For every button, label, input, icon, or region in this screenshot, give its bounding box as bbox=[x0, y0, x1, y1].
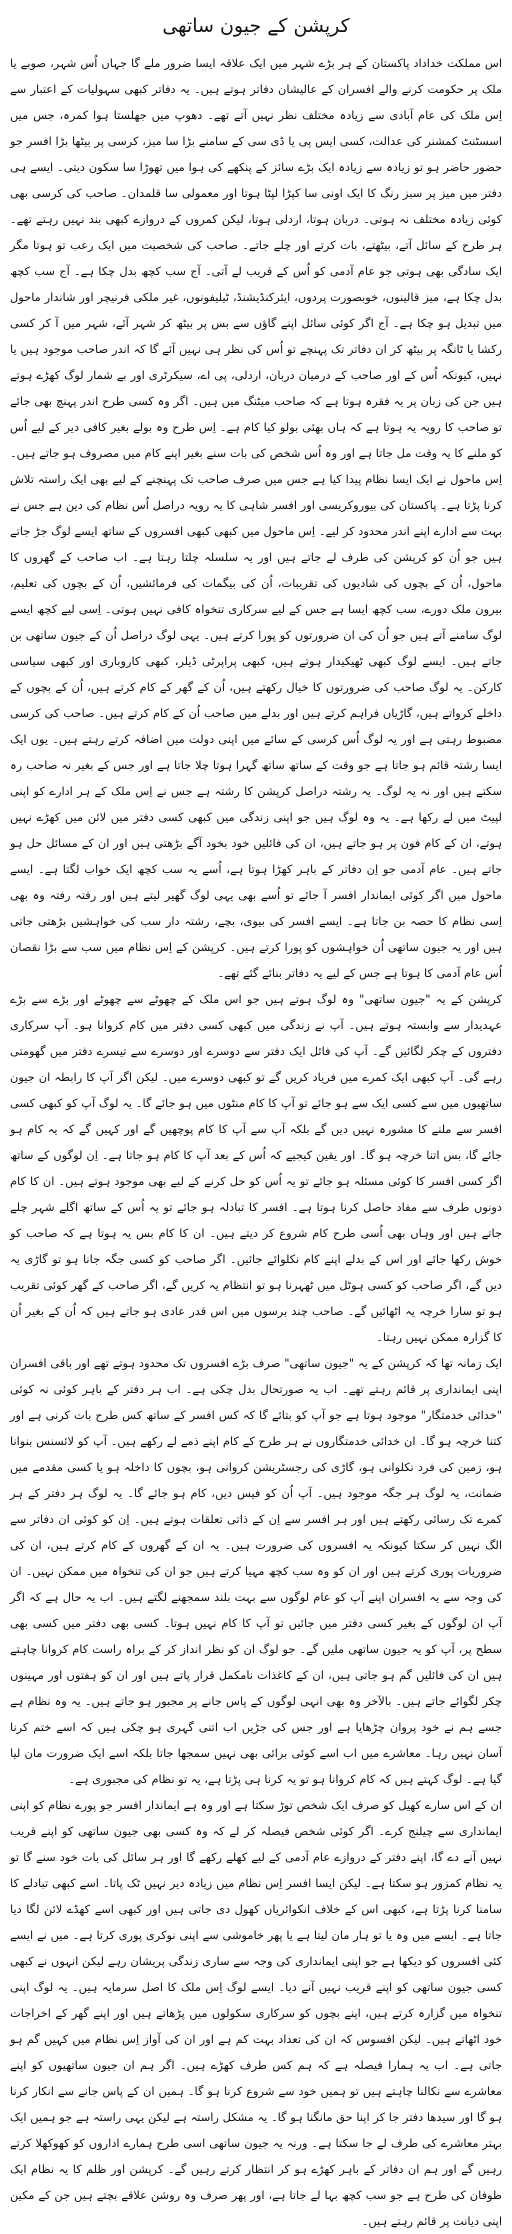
article-body bbox=[10, 50, 502, 2234]
article-paragraph-4: ان کے اس سارے کھیل کو صرف ایک شخص توڑ سکتا ہے اور وہ ہے ایماندار افسر جو پورے نظام کو اپنی ایمانداری سے چیلنج کرے۔ اگر کوئی شخص فیصلہ کر لے کہ وہ کسی بھی جیون ساتھی کو اپنے قریب نہیں آنے دے گا، اپنے دفتر کے دروازے عام آدمی کے لیے کھلے رکھے گا اور ہر سائل کی بات خود سنے گا تو یہ نظام کمزور ہو سکتا ہے۔ لیکن ایسا افسر اِس نظام میں زیادہ دیر نہیں ٹک پاتا۔ اسے کبھی تبادلے کا سامنا کرنا پڑتا ہے، کبھی اس کے خلاف انکوائریاں کھول دی جاتی ہیں اور کبھی اسے کھڈے لائن لگا دیا جاتا ہے۔ ایسے میں وہ یا تو ہار مان لیتا ہے یا پھر خاموشی سے اپنی نوکری پوری کرتا ہے۔ میں نے ایسے کئی افسروں کو دیکھا ہے جو اپنی ایمانداری کی وجہ سے ساری زندگی پریشان رہے لیکن انہوں نے کبھی کسی جیون ساتھی کو اپنے قریب نہیں آنے دیا۔ ایسے لوگ اِس ملک کا اصل سرمایہ ہیں۔ یہ لوگ اپنی تنخواہ میں گزارہ کرتے ہیں، اپنے بچوں کو سرکاری سکولوں میں پڑھاتے ہیں اور اپنے گھر کے اخراجات خود اٹھاتے ہیں۔ لیکن افسوس کہ ان کی تعداد بہت کم ہے اور ان کی آواز اِس نظام میں کہیں گم ہو جاتی ہے۔ اب یہ ہمارا فیصلہ ہے کہ ہم کس طرف کھڑے ہیں۔ اگر ہم ان جیون ساتھیوں کو اپنے معاشرے سے نکالنا چاہتے ہیں تو ہمیں خود سے شروع کرنا ہو گا۔ ہمیں ان کے پاس جانے سے انکار کرنا ہو گا اور سیدھا دفتر جا کر اپنا حق مانگنا ہو گا۔ یہ مشکل راستہ ہے لیکن یہی راستہ ہے جو ہمیں ایک بہتر معاشرے کی طرف لے جا سکتا ہے۔ ورنہ یہ جیون ساتھی اسی طرح ہمارے اداروں کو کھوکھلا کرتے رہیں گے اور ہم ان دفاتر کے باہر کھڑے ہو کر انتظار کرتے رہیں گے۔ کرپشن اور ظلم کا یہ نظام ایک طوفان کی طرح ہے جو سب کچھ بہا لے جاتا ہے، اور پھر صرف وہ روشن علاقے بچتے ہیں جن کے مکین اپنی دیانت پر قائم رہتے ہیں۔ bbox=[10, 1798, 502, 2228]
article-paragraph-1: اس مملکت خداداد پاکستان کے ہر بڑے شہر میں ایک علاقہ ایسا ضرور ملے گا جہاں اُس شہر، صوبے یا ملک پر حکومت کرنے والے افسران کے عالیشان دفاتر ہوتے ہیں۔ یہ دفاتر کبھی سہولیات کے اعتبار سے اِس ملک کی عام آبادی سے زیادہ مختلف نظر نہیں آتے تھے۔ دھوپ میں جھلستا ہوا کمرہ، جس میں اسسٹنٹ کمشنر کی عدالت، کسی ایس پی یا ڈی سی کے سامنے بڑا سا میز، کرسی پر بیٹھا بڑا افسر جو حضور حاضر ہو تو زیادہ سے زیادہ ایک بڑے سائز کے پنکھے کی ہوا میں تھوڑا سا سکون دیتی۔ ایسے ہی دفتر میں میز پر سبز رنگ کا ایک اونی سا کپڑا لپٹا ہوتا اور معمولی سا قلمدان۔ صاحب کی کرسی بھی کوئی زیادہ مختلف نہ ہوتی۔ دربان ہوتا، اردلی ہوتا، لیکن کمروں کے دروازے کبھی بند نہیں رہتے تھے۔ ہر طرح کے سائل آتے، بیٹھتے، بات کرتے اور چلے جاتے۔ صاحب کی شخصیت میں ایک رعب تو ہوتا مگر ایک سادگی بھی ہوتی جو عام آدمی کو اُس کے قریب لے آتی۔ آج سب کچھ بدل چکا ہے۔ آج سب کچھ بدل چکا ہے، میز قالینوں، خوبصورت پردوں، ایئرکنڈیشنڈ، ٹیلیفونوں، غیر ملکی فرنیچر اور شاندار ماحول میں تبدیل ہو چکا ہے۔ آج اگر کوئی سائل اپنے گاؤں سے بس پر بیٹھ کر شہر آئے، شہر میں آ کر کسی رکشا یا ٹانگہ پر بیٹھ کر ان دفاتر تک پہنچے تو اُس کی نظر ہی نہیں آئے گا کہ اندر صاحب موجود ہیں یا نہیں، کیونکہ اُس کے اور صاحب کے درمیان دربان، اردلی، پی اے، سیکرٹری اور بے شمار لوگ کھڑے ہوتے ہیں جن کی زبان پر یہ فقرہ ہوتا ہے کہ صاحب میٹنگ میں ہیں۔ اگر وہ کسی طرح اندر پہنچ بھی جائے تو صاحب کا رویہ یہ ہوتا ہے کہ ہاں بھئی بولو کیا کام ہے۔ اِس طرح وہ بولے بغیر کافی دیر کے لیے اُس کو ملنے کا یہ وقت مل جاتا ہے اور وہ اُس شخص کی بات سنے بغیر اپنے کام میں مصروف ہو جاتے ہیں۔ اِس ماحول نے ایک ایسا نظام پیدا کیا ہے جس میں صرف صاحب تک پہنچنے کے لیے بھی ایک راستہ تلاش کرنا پڑتا ہے۔ پاکستان کی بیوروکریسی اور افسر شاہی کا یہ رویہ دراصل اُس نظام کی دین ہے جس نے بہت سے ادارے اپنے اندر محدود کر لیے۔ اِس ماحول میں کبھی کبھی افسروں کے ساتھ ایسے لوگ جڑ جاتے ہیں جو اُن کو کرپشن کی طرف لے جاتے ہیں اور یہ سلسلہ چلتا رہتا ہے۔ اب صاحب کے گھروں کا ماحول، اُن کے بچوں کی شادیوں کی تقریبات، اُن کی بیگمات کی فرمائشیں، اُن کے بچوں کی تعلیم، بیرون ملک دورے، سب کچھ ایسا ہے جس کے لیے سرکاری تنخواہ کافی نہیں ہوتی۔ اِسی لیے کچھ ایسے لوگ سامنے آتے ہیں جو اُن کی ان ضرورتوں کو پورا کرتے ہیں۔ یہی لوگ دراصل اُن کے جیون ساتھی بن جاتے ہیں۔ ایسے لوگ کبھی ٹھیکیدار ہوتے ہیں، کبھی پراپرٹی ڈیلر، کبھی کاروباری اور کبھی سیاسی کارکن۔ یہ لوگ صاحب کی ضرورتوں کا خیال رکھتے ہیں، اُن کے گھر کے کام کرتے ہیں، اُن کے بچوں کے داخلے کرواتے ہیں، گاڑیاں فراہم کرتے ہیں اور بدلے میں صاحب اُن کے کام کرتے ہیں۔ صاحب کی کرسی مضبوط رہتی ہے اور یہ لوگ اُس کرسی کے سائے میں اپنی دولت میں اضافہ کرتے رہتے ہیں۔ یوں ایک ایسا رشتہ قائم ہو جاتا ہے جو وقت کے ساتھ ساتھ گہرا ہوتا چلا جاتا ہے اور جس کے بغیر نہ صاحب رہ سکتے ہیں اور نہ یہ لوگ۔ یہ رشتہ دراصل کرپشن کا رشتہ ہے جس نے اِس ملک کے ہر ادارے کو اپنی لپیٹ میں لے رکھا ہے۔ یہ وہ لوگ ہیں جو اپنی زندگی میں کبھی کسی دفتر میں لائن میں کھڑے نہیں ہوتے، ان کے کام فون پر ہو جاتے ہیں، ان کی فائلیں خود بخود آگے بڑھتی ہیں اور ان کے مسائل حل ہو جاتے ہیں۔ عام آدمی جو اِن دفاتر کے باہر کھڑا ہوتا ہے، اُسے یہ سب کچھ ایک خواب لگتا ہے۔ ایسے ماحول میں اگر کوئی ایماندار افسر آ جائے تو اُسے بھی یہی لوگ گھیر لیتے ہیں اور رفتہ رفتہ وہ بھی اِسی نظام کا حصہ بن جاتا ہے۔ ایسے افسر کی بیوی، بچے، رشتہ دار سب کی خواہشیں بڑھتی جاتی ہیں اور یہ جیون ساتھی اُن خواہشوں کو پورا کرتے ہیں۔ کرپشن کے اِس نظام میں سب سے بڑا نقصان اُس عام آدمی کا ہوتا ہے جس کے لیے یہ دفاتر بنائے گئے تھے۔ bbox=[10, 56, 502, 980]
article-paragraph-3: ایک زمانہ تھا کہ کرپشن کے یہ "جیون ساتھی" صرف بڑے افسروں تک محدود ہوتے تھے اور باقی افسران اپنی ایمانداری پر قائم رہتے تھے۔ اب یہ صورتحال بدل چکی ہے۔ اب ہر دفتر کے باہر کوئی نہ کوئی "خدائی خدمتگار" موجود ہوتا ہے جو آپ کو بتائے گا کہ کس افسر کے ساتھ کس طرح بات کرنی ہے اور کتنا خرچہ ہو گا۔ ان خدائی خدمتگاروں نے ہر طرح کے کام اپنے ذمے لے رکھے ہیں۔ آپ کو لائسنس بنوانا ہو، زمین کی فرد نکلوانی ہو، گاڑی کی رجسٹریشن کروانی ہو، بچوں کا داخلہ ہو یا کسی مقدمے میں ضمانت، یہ لوگ ہر جگہ موجود ہیں۔ آپ اُن کو فیس دیں، کام ہو جائے گا۔ یہ لوگ ہر دفتر کے ہر کمرے تک رسائی رکھتے ہیں اور ہر افسر سے اِن کے ذاتی تعلقات ہوتے ہیں۔ اِن کو کوئی ان دفاتر سے الگ نہیں کر سکتا کیونکہ یہ افسروں کی ضرورت ہیں۔ یہ ان کے گھروں کے کام کرتے ہیں، ان کی ضروریات پوری کرتے ہیں اور ان کو وہ سب کچھ مہیا کرتے ہیں جو ان کی تنخواہ میں ممکن نہیں۔ ان کی وجہ سے یہ افسران اپنے آپ کو عام لوگوں سے بہت بلند سمجھنے لگتے ہیں۔ اب یہ حال ہے کہ اگر آپ ان لوگوں کے بغیر کسی دفتر میں جائیں تو آپ کا کام نہیں ہوتا۔ کسی بھی دفتر میں کسی بھی سطح پر، آپ کو یہ جیون ساتھی ملیں گے۔ جو لوگ ان کو نظر انداز کر کے براہ راست کام کروانا چاہتے ہیں ان کی فائلیں گم ہو جاتی ہیں، ان کے کاغذات نامکمل قرار پاتے ہیں اور ان کو ہفتوں اور مہینوں چکر لگوائے جاتے ہیں۔ بالآخر وہ بھی انہی لوگوں کے پاس جانے پر مجبور ہو جاتے ہیں۔ یہ وہ نظام ہے جسے ہم نے خود پروان چڑھایا ہے اور جس کی جڑیں اب اتنی گہری ہو چکی ہیں کہ اسے ختم کرنا آسان نہیں رہا۔ معاشرے میں اب اسے کوئی برائی بھی نہیں سمجھا جاتا بلکہ اسے ایک ضرورت مان لیا گیا ہے۔ لوگ کہتے ہیں کہ کام کروانا ہو تو یہ کرنا ہی پڑتا ہے، یہ تو نظام کی مجبوری ہے۔ bbox=[10, 1356, 502, 1786]
article-paragraph-2: کرپشن کے یہ "جیون ساتھی" وہ لوگ ہوتے ہیں جو اس ملک کے چھوٹے سے چھوٹے اور بڑے سے بڑے عہدیدار سے وابستہ ہوتے ہیں۔ آپ نے زندگی میں کبھی کسی دفتر میں کام کروانا ہو۔ آپ سرکاری دفتروں کے چکر لگائیں گے۔ آپ کی فائل ایک دفتر سے دوسرے اور دوسرے سے تیسرے دفتر میں گھومتی رہے گی۔ آپ کبھی ایک کمرے میں فریاد کریں گے تو کبھی دوسرے میں۔ لیکن اگر آپ کا رابطہ ان جیون ساتھیوں میں سے کسی ایک سے ہو جائے تو آپ کا کام منٹوں میں ہو جائے گا۔ یہ لوگ آپ کو کبھی کسی افسر سے ملنے کا مشورہ نہیں دیں گے بلکہ آپ سے آپ کا کام پوچھیں گے اور کہیں گے کہ یہ کام ہو جائے گا، بس اتنا خرچہ ہو گا۔ اور یقین کیجیے کہ اُس کے بعد آپ کا کام ہو جاتا ہے۔ اِن لوگوں کے ساتھ اگر کسی افسر کا کوئی مسئلہ ہو جائے تو یہ اُس کو حل کرنے کے لیے بھی موجود ہوتے ہیں۔ ان کا کام دونوں طرف سے مفاد حاصل کرنا ہوتا ہے۔ افسر کا تبادلہ ہو جائے تو یہ اُس کے ساتھ اگلے شہر چلے جاتے ہیں اور وہاں بھی اُسی طرح کام شروع کر دیتے ہیں۔ ان کا کام بس یہ ہوتا ہے کہ صاحب کو خوش رکھا جائے اور اس کے بدلے اپنے کام نکلوائے جائیں۔ اگر صاحب کو کسی جگہ جانا ہو تو گاڑی یہ دیں گے، اگر صاحب کو کسی ہوٹل میں ٹھہرنا ہو تو انتظام یہ کریں گے، اگر صاحب کے گھر کوئی تقریب ہو تو سارا خرچہ یہ اٹھائیں گے۔ صاحب چند برسوں میں اس قدر عادی ہو جاتے ہیں کہ اُن کے بغیر اُن کا گزارہ ممکن نہیں رہتا۔ bbox=[10, 992, 502, 1344]
article-title: کرپشن کے جیون ساتھی bbox=[162, 15, 350, 37]
